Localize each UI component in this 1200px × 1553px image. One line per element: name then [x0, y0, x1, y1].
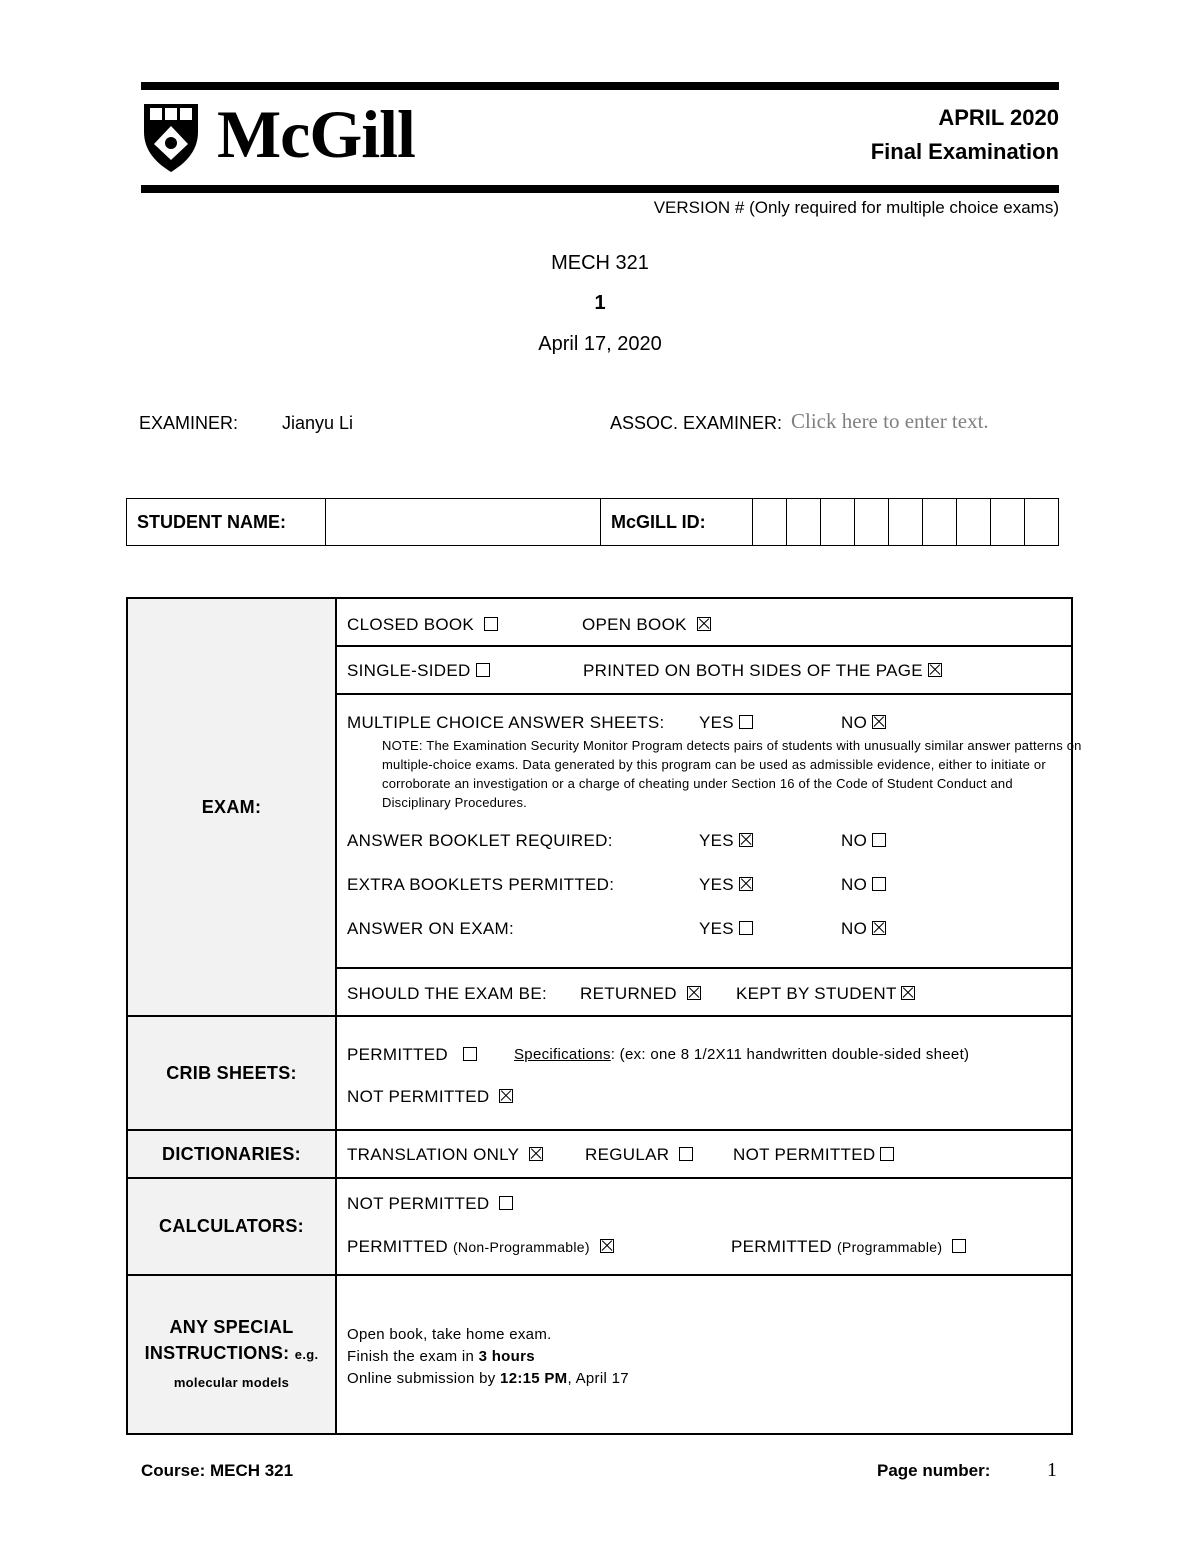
booklet-no-checkbox[interactable] — [872, 833, 886, 847]
crib-not-permitted-checkbox[interactable] — [499, 1089, 513, 1103]
dict-not-permitted-checkbox[interactable] — [880, 1147, 894, 1161]
version-number: 1 — [594, 292, 606, 314]
returned-label: RETURNED — [580, 984, 677, 1003]
exam-label: EXAM: — [127, 598, 336, 1016]
booklet-required-label: ANSWER BOOKLET REQUIRED: — [347, 831, 613, 850]
booklet-yes-label: YES — [699, 831, 734, 850]
version-note: VERSION # (Only required for multiple choice exams) — [653, 198, 1059, 217]
programmable-checkbox[interactable] — [952, 1239, 966, 1253]
crib-permitted-label: PERMITTED — [347, 1045, 448, 1064]
onexam-no-label: NO — [841, 919, 868, 938]
assoc-examiner-input[interactable]: Click here to enter text. — [791, 409, 989, 433]
non-programmable-checkbox[interactable] — [600, 1239, 614, 1253]
mc-no-checkbox[interactable] — [872, 715, 886, 729]
course-code: MECH 321 — [551, 252, 649, 274]
calculators-label: CALCULATORS: — [127, 1178, 336, 1275]
calc-not-permitted-checkbox[interactable] — [499, 1196, 513, 1210]
booklet-no-label: NO — [841, 831, 868, 850]
both-sides-checkbox[interactable] — [928, 663, 942, 677]
returned-checkbox[interactable] — [687, 986, 701, 1000]
dict-not-permitted-label: NOT PERMITTED — [733, 1145, 876, 1164]
kept-checkbox[interactable] — [901, 986, 915, 1000]
footer-course: Course: MECH 321 — [141, 1461, 294, 1480]
instruction-line-3: Online submission by — [347, 1370, 501, 1387]
id-digit-box[interactable] — [991, 499, 1025, 546]
assoc-examiner-label: ASSOC. EXAMINER: — [610, 413, 783, 433]
extra-yes-checkbox[interactable] — [739, 877, 753, 891]
special-eg: e.g. — [294, 1346, 319, 1362]
exam-month-year: APRIL 2020 — [938, 105, 1059, 130]
translation-only-label: TRANSLATION ONLY — [347, 1145, 520, 1164]
header-bottom-rule — [141, 185, 1059, 193]
student-id-table — [126, 498, 1059, 546]
kept-label: KEPT BY STUDENT — [736, 984, 897, 1003]
calc-permitted-prog-label: PERMITTED — [731, 1237, 832, 1256]
onexam-yes-checkbox[interactable] — [739, 921, 753, 935]
onexam-no-checkbox[interactable] — [872, 921, 886, 935]
examiner-label: EXAMINER: — [139, 413, 239, 433]
calc-not-permitted-label: NOT PERMITTED — [347, 1194, 490, 1213]
dictionaries-label: DICTIONARIES: — [127, 1130, 336, 1178]
mcgill-wordmark: McGill — [217, 96, 415, 172]
closed-book-checkbox[interactable] — [484, 617, 498, 631]
regular-label: REGULAR — [585, 1145, 670, 1164]
non-programmable-label: (Non-Programmable) — [452, 1239, 590, 1255]
special-instructions-cell — [127, 1275, 336, 1434]
instruction-line-2: Finish the exam in — [347, 1348, 479, 1365]
id-digit-box[interactable] — [923, 499, 957, 546]
instruction-line-1: Open book, take home exam. — [347, 1326, 552, 1343]
specifications-label: Specifications — [514, 1046, 611, 1063]
id-digit-box[interactable] — [957, 499, 991, 546]
open-book-label: OPEN BOOK — [582, 615, 687, 634]
onexam-yes-label: YES — [699, 919, 734, 938]
crib-permitted-checkbox[interactable] — [463, 1047, 477, 1061]
id-digit-box[interactable] — [889, 499, 923, 546]
header-top-rule — [141, 82, 1059, 90]
security-note: NOTE: The Examination Security Monitor Program detects pairs of students with unusually similar answer patterns on multiple-choice exams. Data generated by this program can be used as admissible evidence, either to initiate or corroborate an investigation or a charge of cheating under Section 16 of the Code of Student Conduct and Disciplinary Procedures. — [382, 738, 1082, 810]
exam-date: April 17, 2020 — [538, 333, 662, 355]
programmable-label: (Programmable) — [836, 1239, 943, 1255]
regular-checkbox[interactable] — [679, 1147, 693, 1161]
submission-time: 12:15 PM — [500, 1370, 568, 1387]
should-be-label: SHOULD THE EXAM BE: — [347, 984, 547, 1003]
instruction-duration: 3 hours — [478, 1348, 535, 1365]
footer-page-label: Page number: — [877, 1461, 991, 1480]
special-instructions-label: ANY SPECIAL INSTRUCTIONS: — [144, 1316, 294, 1363]
student-name-label: STUDENT NAME: — [127, 499, 326, 546]
mcgill-id-label: McGILL ID: — [601, 499, 753, 546]
extra-no-label: NO — [841, 875, 868, 894]
id-digit-box[interactable] — [787, 499, 821, 546]
student-name-field[interactable] — [326, 499, 601, 546]
closed-book-label: CLOSED BOOK — [347, 615, 475, 634]
id-digit-box[interactable] — [855, 499, 889, 546]
id-digit-box[interactable] — [821, 499, 855, 546]
specifications-text: : (ex: one 8 1/2X11 handwritten double-sided sheet) — [610, 1046, 970, 1063]
booklet-yes-checkbox[interactable] — [739, 833, 753, 847]
translation-only-checkbox[interactable] — [529, 1147, 543, 1161]
extra-booklets-label: EXTRA BOOKLETS PERMITTED: — [347, 875, 615, 894]
extra-no-checkbox[interactable] — [872, 877, 886, 891]
mc-yes-label: YES — [699, 713, 734, 732]
open-book-checkbox[interactable] — [697, 617, 711, 631]
crib-sheets-label: CRIB SHEETS: — [127, 1016, 336, 1130]
single-sided-checkbox[interactable] — [476, 663, 490, 677]
answer-on-exam-label: ANSWER ON EXAM: — [347, 919, 514, 938]
examiner-name: Jianyu Li — [282, 413, 354, 433]
mc-no-label: NO — [841, 713, 868, 732]
exam-rules-table — [126, 597, 1082, 1435]
extra-yes-label: YES — [699, 875, 734, 894]
exam-type: Final Examination — [870, 139, 1059, 164]
special-eg-text: molecular models — [173, 1374, 290, 1390]
id-digit-box[interactable] — [1025, 499, 1059, 546]
single-sided-label: SINGLE-SIDED — [347, 661, 471, 680]
submission-date: , April 17 — [567, 1370, 629, 1387]
calc-permitted-label: PERMITTED — [347, 1237, 448, 1256]
both-sides-label: PRINTED ON BOTH SIDES OF THE PAGE — [583, 661, 923, 680]
mc-sheets-label: MULTIPLE CHOICE ANSWER SHEETS: — [347, 713, 665, 732]
footer-page-number: 1 — [1047, 1459, 1057, 1481]
mcgill-crest-icon — [140, 98, 202, 174]
crib-not-permitted-label: NOT PERMITTED — [347, 1087, 490, 1106]
mc-yes-checkbox[interactable] — [739, 715, 753, 729]
id-digit-box[interactable] — [753, 499, 787, 546]
